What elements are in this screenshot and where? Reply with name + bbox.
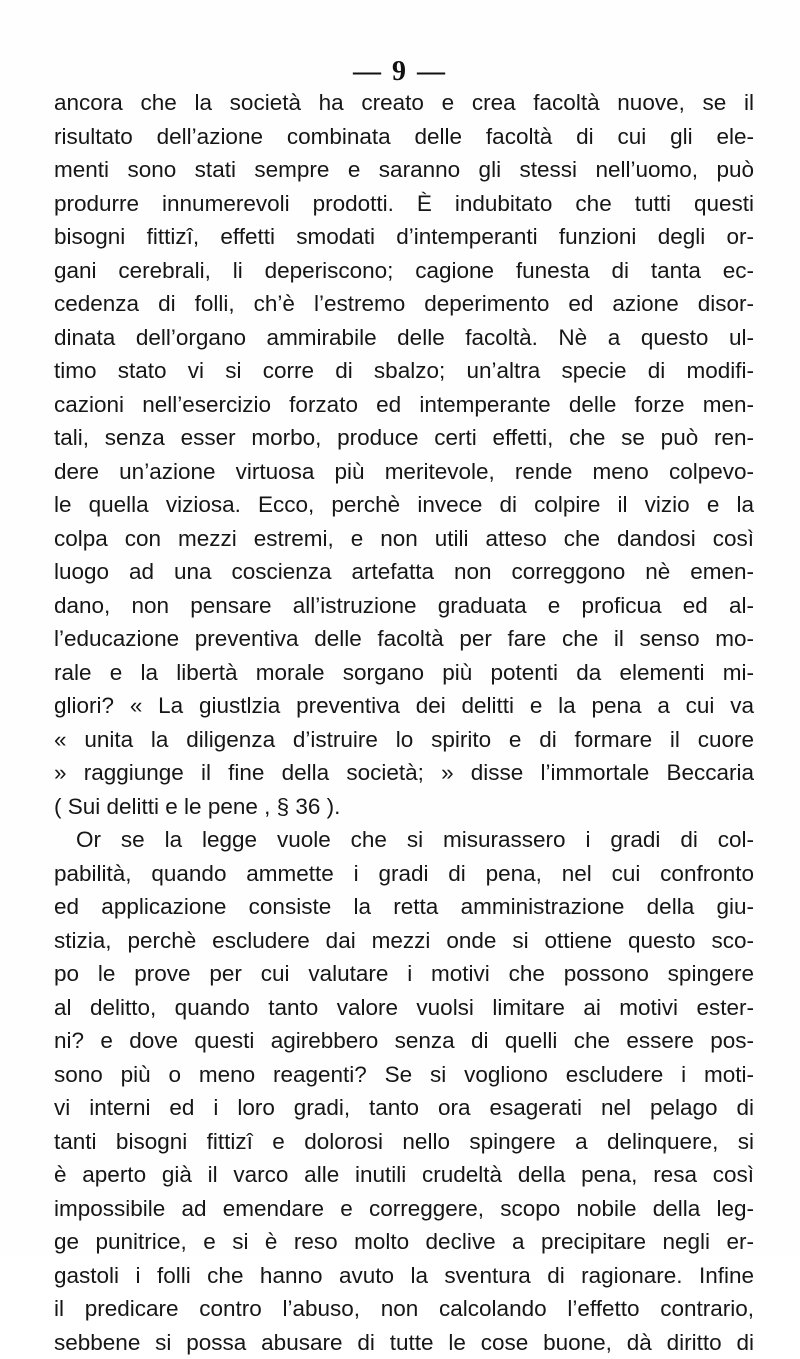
text-line: « unita la diligenza d’istruire lo spirito e di formare il cuore: [54, 723, 754, 757]
text-line: stizia, perchè escludere dai mezzi onde si ottiene questo sco-: [54, 924, 754, 958]
text-line: luogo ad una coscienza artefatta non correggono nè emen-: [54, 555, 754, 589]
text-line: ge punitrice, e si è reso molto declive a precipitare negli er-: [54, 1225, 754, 1259]
text-line: è aperto già il varco alle inutili crudeltà della pena, resa così: [54, 1158, 754, 1192]
text-line: vi interni ed i loro gradi, tanto ora esagerati nel pelago di: [54, 1091, 754, 1125]
text-line: gani cerebrali, li deperiscono; cagione funesta di tanta ec-: [54, 254, 754, 288]
text-line: il predicare contro l’abuso, non calcolando l’effetto contrario,: [54, 1292, 754, 1326]
text-line: tanti bisogni fittizî e dolorosi nello spingere a delinquere, si: [54, 1125, 754, 1159]
text-line: rale e la libertà morale sorgano più potenti da elementi mi-: [54, 656, 754, 690]
text-line: bisogni fittizî, effetti smodati d’intemperanti funzioni degli or-: [54, 220, 754, 254]
text-line: dere un’azione virtuosa più meritevole, rende meno colpevo-: [54, 455, 754, 489]
text-line: » raggiunge il fine della società; » disse l’immortale Beccaria: [54, 756, 754, 790]
paragraph-start-line: Or se la legge vuole che si misurassero i gradi di col-: [54, 823, 754, 857]
text-line: pabilità, quando ammette i gradi di pena, nel cui confronto: [54, 857, 754, 891]
text-line: impossibile ad emendare e correggere, scopo nobile della leg-: [54, 1192, 754, 1226]
text-line: l’educazione preventiva delle facoltà per fare che il senso mo-: [54, 622, 754, 656]
text-line: gliori? « La giustlzia preventiva dei delitti e la pena a cui va: [54, 689, 754, 723]
citation-line: ( Sui delitti e le pene , § 36 ).: [54, 790, 754, 824]
text-line: dinata dell’organo ammirabile delle facoltà. Nè a questo ul-: [54, 321, 754, 355]
text-line: timo stato vi si corre di sbalzo; un’altra specie di modifi-: [54, 354, 754, 388]
body-text: [54, 86, 754, 1359]
text-line: al delitto, quando tanto valore vuolsi limitare ai motivi ester-: [54, 991, 754, 1025]
text-line: menti sono stati sempre e saranno gli stessi nell’uomo, può: [54, 153, 754, 187]
text-line: colpa con mezzi estremi, e non utili atteso che dandosi così: [54, 522, 754, 556]
text-line: po le prove per cui valutare i motivi che possono spingere: [54, 957, 754, 991]
text-line: sebbene si possa abusare di tutte le cose buone, dà diritto di: [54, 1326, 754, 1359]
text-line: cazioni nell’esercizio forzato ed intemperante delle forze men-: [54, 388, 754, 422]
text-line: gastoli i folli che hanno avuto la sventura di ragionare. Infine: [54, 1259, 754, 1293]
text-line: ancora che la società ha creato e crea facoltà nuove, se il: [54, 86, 754, 120]
text-line: produrre innumerevoli prodotti. È indubitato che tutti questi: [54, 187, 754, 221]
text-line: ed applicazione consiste la retta amministrazione della giu-: [54, 890, 754, 924]
text-line: risultato dell’azione combinata delle facoltà di cui gli ele-: [54, 120, 754, 154]
text-line: tali, senza esser morbo, produce certi effetti, che se può ren-: [54, 421, 754, 455]
text-line: ni? e dove questi agirebbero senza di quelli che essere pos-: [54, 1024, 754, 1058]
text-line: dano, non pensare all’istruzione graduata e proficua ed al-: [54, 589, 754, 623]
text-line: cedenza di folli, ch’è l’estremo deperimento ed azione disor-: [54, 287, 754, 321]
page-number: — 9 —: [0, 56, 800, 88]
text-line: le quella viziosa. Ecco, perchè invece di colpire il vizio e la: [54, 488, 754, 522]
text-line: sono più o meno reagenti? Se si vogliono escludere i moti-: [54, 1058, 754, 1092]
